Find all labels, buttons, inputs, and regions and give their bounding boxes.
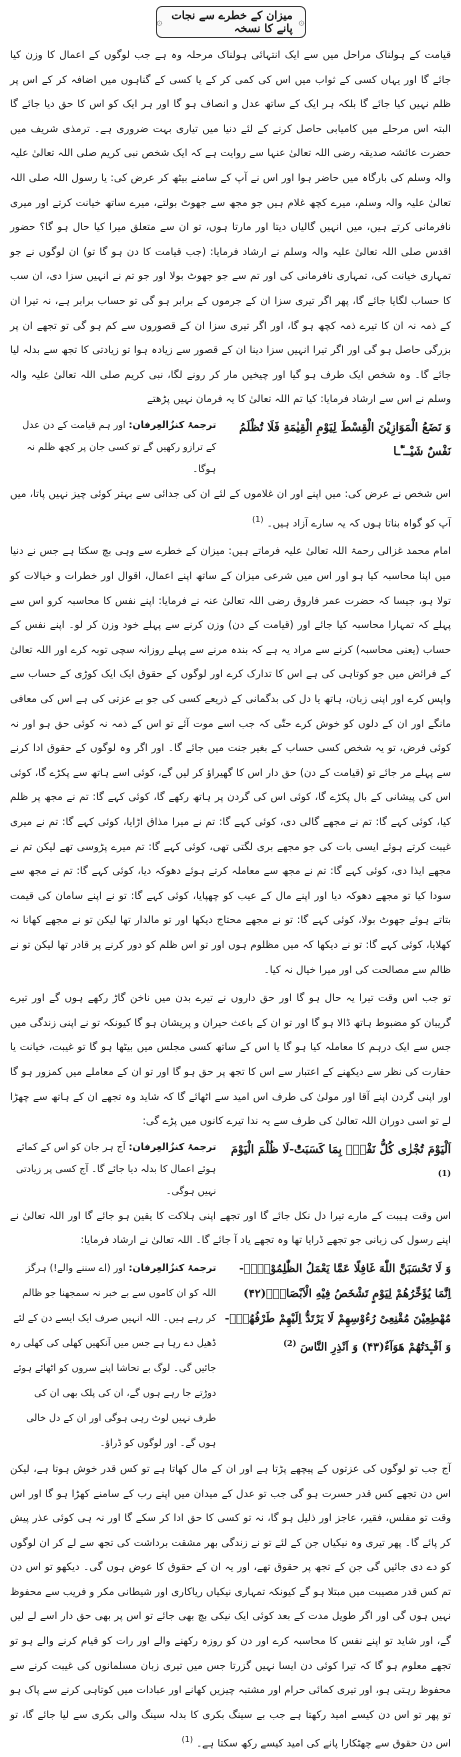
header-frame xyxy=(156,6,306,38)
ayah-translation xyxy=(10,415,216,481)
ayah-arabic: وَ لَا تَحْسَبَنَّ اللّٰهَ غَافِلًا عَمَّا یَعْمَلُ الظّٰلِمُوْنَ۬ؕ-اِنَّمَا یُؤَخِّرُهُمْ لِیَوْمٍ تَشْخَصُ فِیْهِ الْاَبْصَارُۙ(۴۲) مُهْطِعِیْنَ مُقْنِعِیْ رُءُوْسِهِمْ لَا یَرْتَدُّ اِلَیْهِمْ طَرْفُهُمْۚ-وَ اَفْـٕدَتُهُمْ هَوَآءٌ(۴۳) وَ اَنْذِرِ النَّاسَ $^{(2)}$ xyxy=(224,1260,451,1354)
ayah-translation xyxy=(10,1137,216,1203)
ayah-1 xyxy=(10,415,451,481)
paragraph-1: قیامت کے ہولناک مراحل میں سے ایک انتہائی ہولناک مرحلہ وہ ہے جب لوگوں کے اعمال کا وزن کیا جائے گا اور یہاں کسی کے ثواب میں اس کی کمی کر کے یا کسی کے گناہوں میں اضافہ کر کے اس پر ظلم نہیں کیا جائے گا بلکہ ہر ایک کے ساتھ عدل و انصاف ہو گا اور ہر ایک کو اس کا حق دیا جائے گا البتہ اس مرحلے میں کامیابی حاصل کرنے کے لئے دنیا میں تیاری بہت ضروری ہے۔ ترمذی شریف میں حضرت عائشہ صدیقہ رضی اللہ تعالیٰ عنہا سے روایت ہے کہ ایک شخص نبی کریم صلی اللہ تعالیٰ علیہ والہ وسلم کی بارگاہ میں حاضر ہوا اور اس نے آپ کے سامنے بیٹھ کر عرض کی: یا رسول اللہ صلی اللہ تعالیٰ علیہ والہ وسلم، میرے کچھ غلام ہیں جو مجھ سے جھوٹ بولتے، میرے ساتھ خیانت کرتے اور میری نافرمانی کرتے ہیں، میں انہیں گالیاں دیتا اور مارتا ہوں، تو ان سے متعلق میرا کیا حال ہو گا؟ حضور اقدس صلی اللہ تعالیٰ علیہ والہ وسلم نے ارشاد فرمایا: (جب قیامت کا دن ہو گا تو) ان لوگوں نے جو تمہاری خیانت کی، تمہاری نافرمانی کی اور تم سے جو جھوٹ بولا اور جو تم نے انہیں سزا دی، ان سب کا حساب لگایا جائے گا، پھر اگر تیری سزا ان کے جرموں کے برابر ہو گی تو حساب برابر ہے، نہ تیرا ان کے ذمہ نہ ان کا تیرے ذمہ کچھ ہو گا، اور اگر تیری سزا ان کے قصوروں سے کم ہو گی تو تجھے ان پر بزرگی حاصل ہو گی اور اگر تیرا انہیں سزا دینا ان کے قصور سے زیادہ ہوا تو زیادتی کا تجھ سے بدلہ لیا جائے گا۔ وہ شخص ایک طرف ہو گیا اور چیخیں مار کر رونے لگا، نبی کریم صلی اللہ تعالیٰ علیہ والہ وسلم نے اس سے ارشاد فرمایا: کیا تم اللہ تعالیٰ کا یہ فرمان نہیں پڑھتے xyxy=(10,50,451,406)
footnote-marker: (2) xyxy=(283,1337,297,1348)
footnote-marker: (1) xyxy=(252,514,264,524)
translation-label: ترجمۂ کنزُالعِرفان: xyxy=(128,1141,217,1153)
section-title: میزان کے خطرے سے نجات پانے کا نسخہ xyxy=(171,9,293,35)
footnote-marker: (1) xyxy=(437,1167,451,1178)
paragraph-6: آج جب تو لوگوں کی عزتوں کے پیچھے پڑتا ہے اور ان کے مال کھاتا ہے تو کس قدر خوش ہوتا ہے، لیکن اس دن تجھے کس قدر حسرت ہو گی جب تو عدل کے میدان میں اپنے رب کے سامنے کھڑا ہو گا اور اس وقت تو مفلس، فقیر، عاجز اور ذلیل ہو گا، نہ تو کسی کا حق ادا کر سکے گا اور نہ ہی کوئی عذر پیش کر پائے گا۔ پھر تیری وہ نیکیاں جن کے لئے تو نے زندگی بھر مشقت برداشت کی تجھ سے لے کر ان لوگوں کو دے دی جائیں گی جن کے تجھ پر حقوق تھے، اور یہ ان کے حقوق کا عوض ہوں گی۔ دیکھو تو اس دن تم کس قدر مصیبت میں مبتلا ہو گے کیونکہ تمہاری نیکیاں ریاکاری اور شیطانی مکر و فریب سے محفوظ نہیں ہوں گی اور اگر طویل مدت کے بعد کوئی ایک نیکی بچ بھی جائے تو اس پر بھی حق دار اسے لے لیں گے، اور شاید تو اپنے نفس کا محاسبہ کرے اور دن کو روزہ رکھنے والے اور رات کو قیام کرنے والے ہو تو تجھے معلوم ہو گا کہ تیرا کوئی دن ایسا نہیں گزرتا جس میں تیری زبان مسلمانوں کی غیبت کرنے سے محفوظ رہتی ہو، اور تیری کمائی حرام اور مشتبہ چیزیں کھانے اور عبادات میں کوتاہی کرنے سے پاک ہو تو پھر تو اس دن کیسے امید رکھتا ہے جب بے سینگ بکری کا بدلہ سینگ والی بکری سے لیا جائے گا، تو اس دن حقوق سے چھٹکارا پانے کی امید کیسے رکھ سکتا ہے۔ $^{(1)}$ xyxy=(10,1463,451,1750)
ornament-icon: ۞ xyxy=(156,16,163,28)
ayah-2 xyxy=(10,1137,451,1203)
translation-text: اور (اے سننے والے!) ہرگز اللہ کو ان کاموں سے بے خبر نہ سمجھنا جو ظالم کر رہے ہیں۔ اللہ انہیں صرف ایک ایسے دن کے لئے ڈھیل دے رہا ہے جس میں آنکھیں کھلی کی کھلی رہ جائیں گی۔ لوگ بے تحاشا اپنے سروں کو اٹھائے ہوئے دوڑتے جا رہے ہوں گے، ان کی پلک بھی ان کی طرف نہیں لوٹ رہی ہوگی اور ان کے دل خالی ہوں گے۔ اور لوگوں کو ڈراؤ۔ xyxy=(9,1262,217,1449)
ayah-arabic: اَلْیَوْمَ تُجْزٰى كُلُّ نَفْسٍۭ بِمَا كَسَبَتْؕ-لَا ظُلْمَ الْیَوْمَ $^{(1)}$ xyxy=(230,1141,451,1178)
translation-text: اور ہم قیامت کے دن عدل کے ترازو رکھیں گے تو کسی جان پر کچھ ظلم نہ ہوگا۔ xyxy=(22,419,217,475)
ayah-translation xyxy=(10,1256,216,1456)
translation-text: آج ہر جان کو اس کے کمائے ہوئے اعمال کا بدلہ دیا جائے گا۔ آج کسی پر زیادتی نہیں ہوگی۔ xyxy=(16,1141,217,1197)
ornament-icon: ۞ xyxy=(298,16,305,28)
paragraph-3: امام محمد غزالی رحمۃ اللہ تعالیٰ علیہ فرماتے ہیں: میزان کے خطرے سے وہی بچ سکتا ہے جس نے دنیا میں اپنا محاسبہ کیا ہو اور اس میں شرعی میزان کے ساتھ اپنے اعمال، اقوال اور خطرات و خیالات کو تولا ہو، جیسا کہ حضرت عمر فاروق رضی اللہ تعالیٰ عنہ نے فرمایا: اپنے نفس کا محاسبہ کرو اس سے پہلے کہ تمہارا محاسبہ کیا جائے اور (قیامت کے دن) وزن کرنے سے پہلے خود وزن کر لو۔ اپنے نفس کے حساب (یعنی محاسبہ) کرنے سے مراد یہ ہے کہ بندہ مرنے سے پہلے روزانہ سچی توبہ کرے اور اللہ تعالیٰ کے فرائض میں جو کوتاہی کی ہے اس کا تدارک کرے اور لوگوں کے حقوق ایک ایک کوڑی کے حساب سے واپس کرے اور اپنی زبان، ہاتھ یا دل کی بدگمانی کے ذریعے کسی کی جو بے عزتی کی ہے اس کی معافی مانگے اور ان کے دلوں کو خوش کرے حتّٰی کہ جب اسے موت آئے تو اس کے ذمہ نہ کوئی حق ہو اور نہ کوئی فرض، تو یہ شخص کسی حساب کے بغیر جنت میں جائے گا۔ اور اگر وہ لوگوں کے حقوق ادا کرنے سے پہلے مر جائے تو (قیامت کے دن) حق دار اس کا گھیراؤ کر لیں گے، کوئی اسے ہاتھ سے پکڑے گا، کوئی اس کی پیشانی کے بال پکڑے گا، کوئی اس کی گردن پر ہاتھ رکھے گا، کوئی کہے گا: تم نے مجھ پر ظلم کیا، کوئی کہے گا: تم نے مجھے گالی دی، کوئی کہے گا: تم نے میرا مذاق اڑایا، کوئی کہے گا: تم نے میری غیبت کرتے ہوئے ایسی بات کی جو مجھے بری لگتی تھی، کوئی کہے گا: تم میرے پڑوسی تھے لیکن تم نے مجھے ایذا دی، کوئی کہے گا: تم نے مجھ سے معاملہ کرتے ہوئے دھوکہ دیا، کوئی کہے گا: تم نے مجھ سے سودا کیا تو مجھے دھوکہ دیا اور اپنے مال کے عیب کو چھپایا، کوئی کہے گا: تو نے اپنے سامان کی قیمت بتاتے ہوئے جھوٹ بولا، کوئی کہے گا: تو نے مجھے محتاج دیکھا اور تو مالدار تھا لیکن تو نے مجھے کھانا نہ کھلایا، کوئی کہے گا: تو نے دیکھا کہ میں مظلوم ہوں اور تو اس ظلم کو دور کرنے پر قادر تھا لیکن تو نے ظالم سے مصالحت کی اور میرا خیال نہ کیا۔ xyxy=(10,546,451,976)
paragraph-2: اس شخص نے عرض کی: میں اپنے اور ان غلاموں کے لئے ان کی جدائی سے بہتر کوئی چیز نہیں پاتا، میں آپ کو گواہ بناتا ہوں کہ یہ سارے آزاد ہیں۔ $^{(1)}$ xyxy=(10,488,451,529)
ayah-3 xyxy=(10,1256,451,1456)
footnote-marker: (1) xyxy=(181,1735,193,1745)
header xyxy=(10,6,451,38)
paragraph-4: تو جب اس وقت تیرا یہ حال ہو گا اور حق داروں نے تیرے بدن میں ناخن گاڑ رکھے ہوں گے اور تیرے گریبان کو مضبوط ہاتھ ڈالا ہو گا اور تو ان کے باعث حیران و پریشان ہو گا کیونکہ تو نے اپنی زندگی میں جس سے ایک درہم کا معاملہ کیا ہو گا یا اس کے ساتھ کسی مجلس میں بیٹھا ہو گا تو غیبت، خیانت یا حقارت کی نظر سے دیکھنے کے اعتبار سے اس کا تجھ پر حق ہو گا اور تو ان کے معاملے میں کمزور ہو گا اور اپنی گردن اپنے آقا اور مولیٰ کی طرف اس امید سے اٹھائے گا کہ شاید وہ تجھے ان کے ہاتھ سے چھڑا لے تو اسی دوران اللہ تعالیٰ کی طرف سے یہ ندا تیرے کانوں میں پڑے گی: xyxy=(10,993,451,1128)
translation-label: ترجمۂ کنزُالعِرفان: xyxy=(128,419,217,431)
paragraph-5: اس وقت ہیبت کے مارے تیرا دل نکل جائے گا اور تجھے اپنی ہلاکت کا یقین ہو جائے گا اور اللہ تعالیٰ نے اپنے رسول کی زبانی جو تجھے ڈرایا تھا وہ تجھے یاد آ جائے گا۔ اللہ تعالیٰ نے ارشاد فرمایا: xyxy=(10,1210,451,1247)
translation-label: ترجمۂ کنزُالعِرفان: xyxy=(128,1262,217,1274)
ayah-arabic: وَ نَضَعُ الْمَوَازِیْنَ الْقِسْطَ لِیَوْمِ الْقِیٰمَةِ فَلَا تُظْلَمُ نَفْسٌ شَیْــٴًـا xyxy=(239,419,451,458)
